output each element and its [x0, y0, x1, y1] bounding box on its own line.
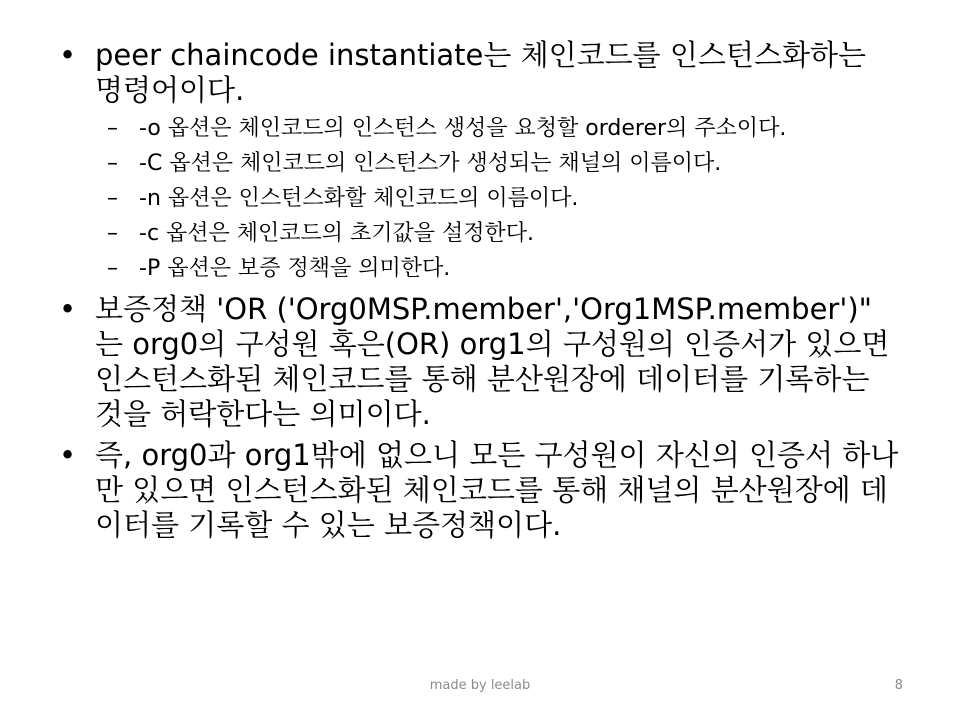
sub-bullet-item [107, 219, 915, 249]
slide-body [55, 38, 915, 549]
sub-bullet-item [107, 184, 915, 214]
sub-bullet-item [107, 149, 915, 179]
sub-bullet-item [107, 254, 915, 284]
bullet-item [55, 438, 915, 543]
bullet-text: 보증정책 'OR ('Org0MSP.member','Org1MSP.member')" 는 org0의 구성원 혹은(OR) org1의 구성원의 인증서가 있으면 인스턴스화된 체인코드를 통해 분산원장에 데이터를 기록하는 것을 허락한다는 의미이다. [95, 292, 890, 431]
sub-bullet-marker: – [107, 221, 118, 246]
footer-credit: made by leelab [429, 678, 531, 693]
bullet-item [55, 292, 915, 432]
sub-bullet-text: -o 옵션은 체인코드의 인스턴스 생성을 요청할 orderer의 주소이다. [139, 116, 787, 141]
sub-bullet-marker: – [107, 186, 118, 211]
bullet-item [55, 38, 915, 108]
bullet-marker: • [59, 292, 77, 326]
sub-bullet-text: -n 옵션은 인스턴스화할 체인코드의 이름이다. [139, 186, 579, 211]
sub-bullet-marker: – [107, 116, 118, 141]
page-number: 8 [894, 678, 903, 693]
bullet-marker: • [59, 38, 77, 72]
sub-bullet-item [107, 114, 915, 144]
sub-bullet-marker: – [107, 151, 118, 176]
sub-bullet-text: -P 옵션은 보증 정책을 의미한다. [139, 256, 451, 281]
bullet-text: 즉, org0과 org1밖에 없으니 모든 구성원이 자신의 인증서 하나만 있으면 인스턴스화된 체인코드를 통해 채널의 분산원장에 데이터를 기록할 수 있는 보증정책이다. [95, 438, 899, 542]
sub-bullet-marker: – [107, 256, 118, 281]
sub-bullet-list [55, 114, 915, 284]
sub-bullet-text: -c 옵션은 체인코드의 초기값을 설정한다. [139, 221, 535, 246]
bullet-marker: • [59, 438, 77, 472]
bullet-text: peer chaincode instantiate는 체인코드를 인스턴스화하는 명령어이다. [95, 38, 867, 107]
sub-bullet-text: -C 옵션은 체인코드의 인스턴스가 생성되는 채널의 이름이다. [139, 151, 722, 176]
